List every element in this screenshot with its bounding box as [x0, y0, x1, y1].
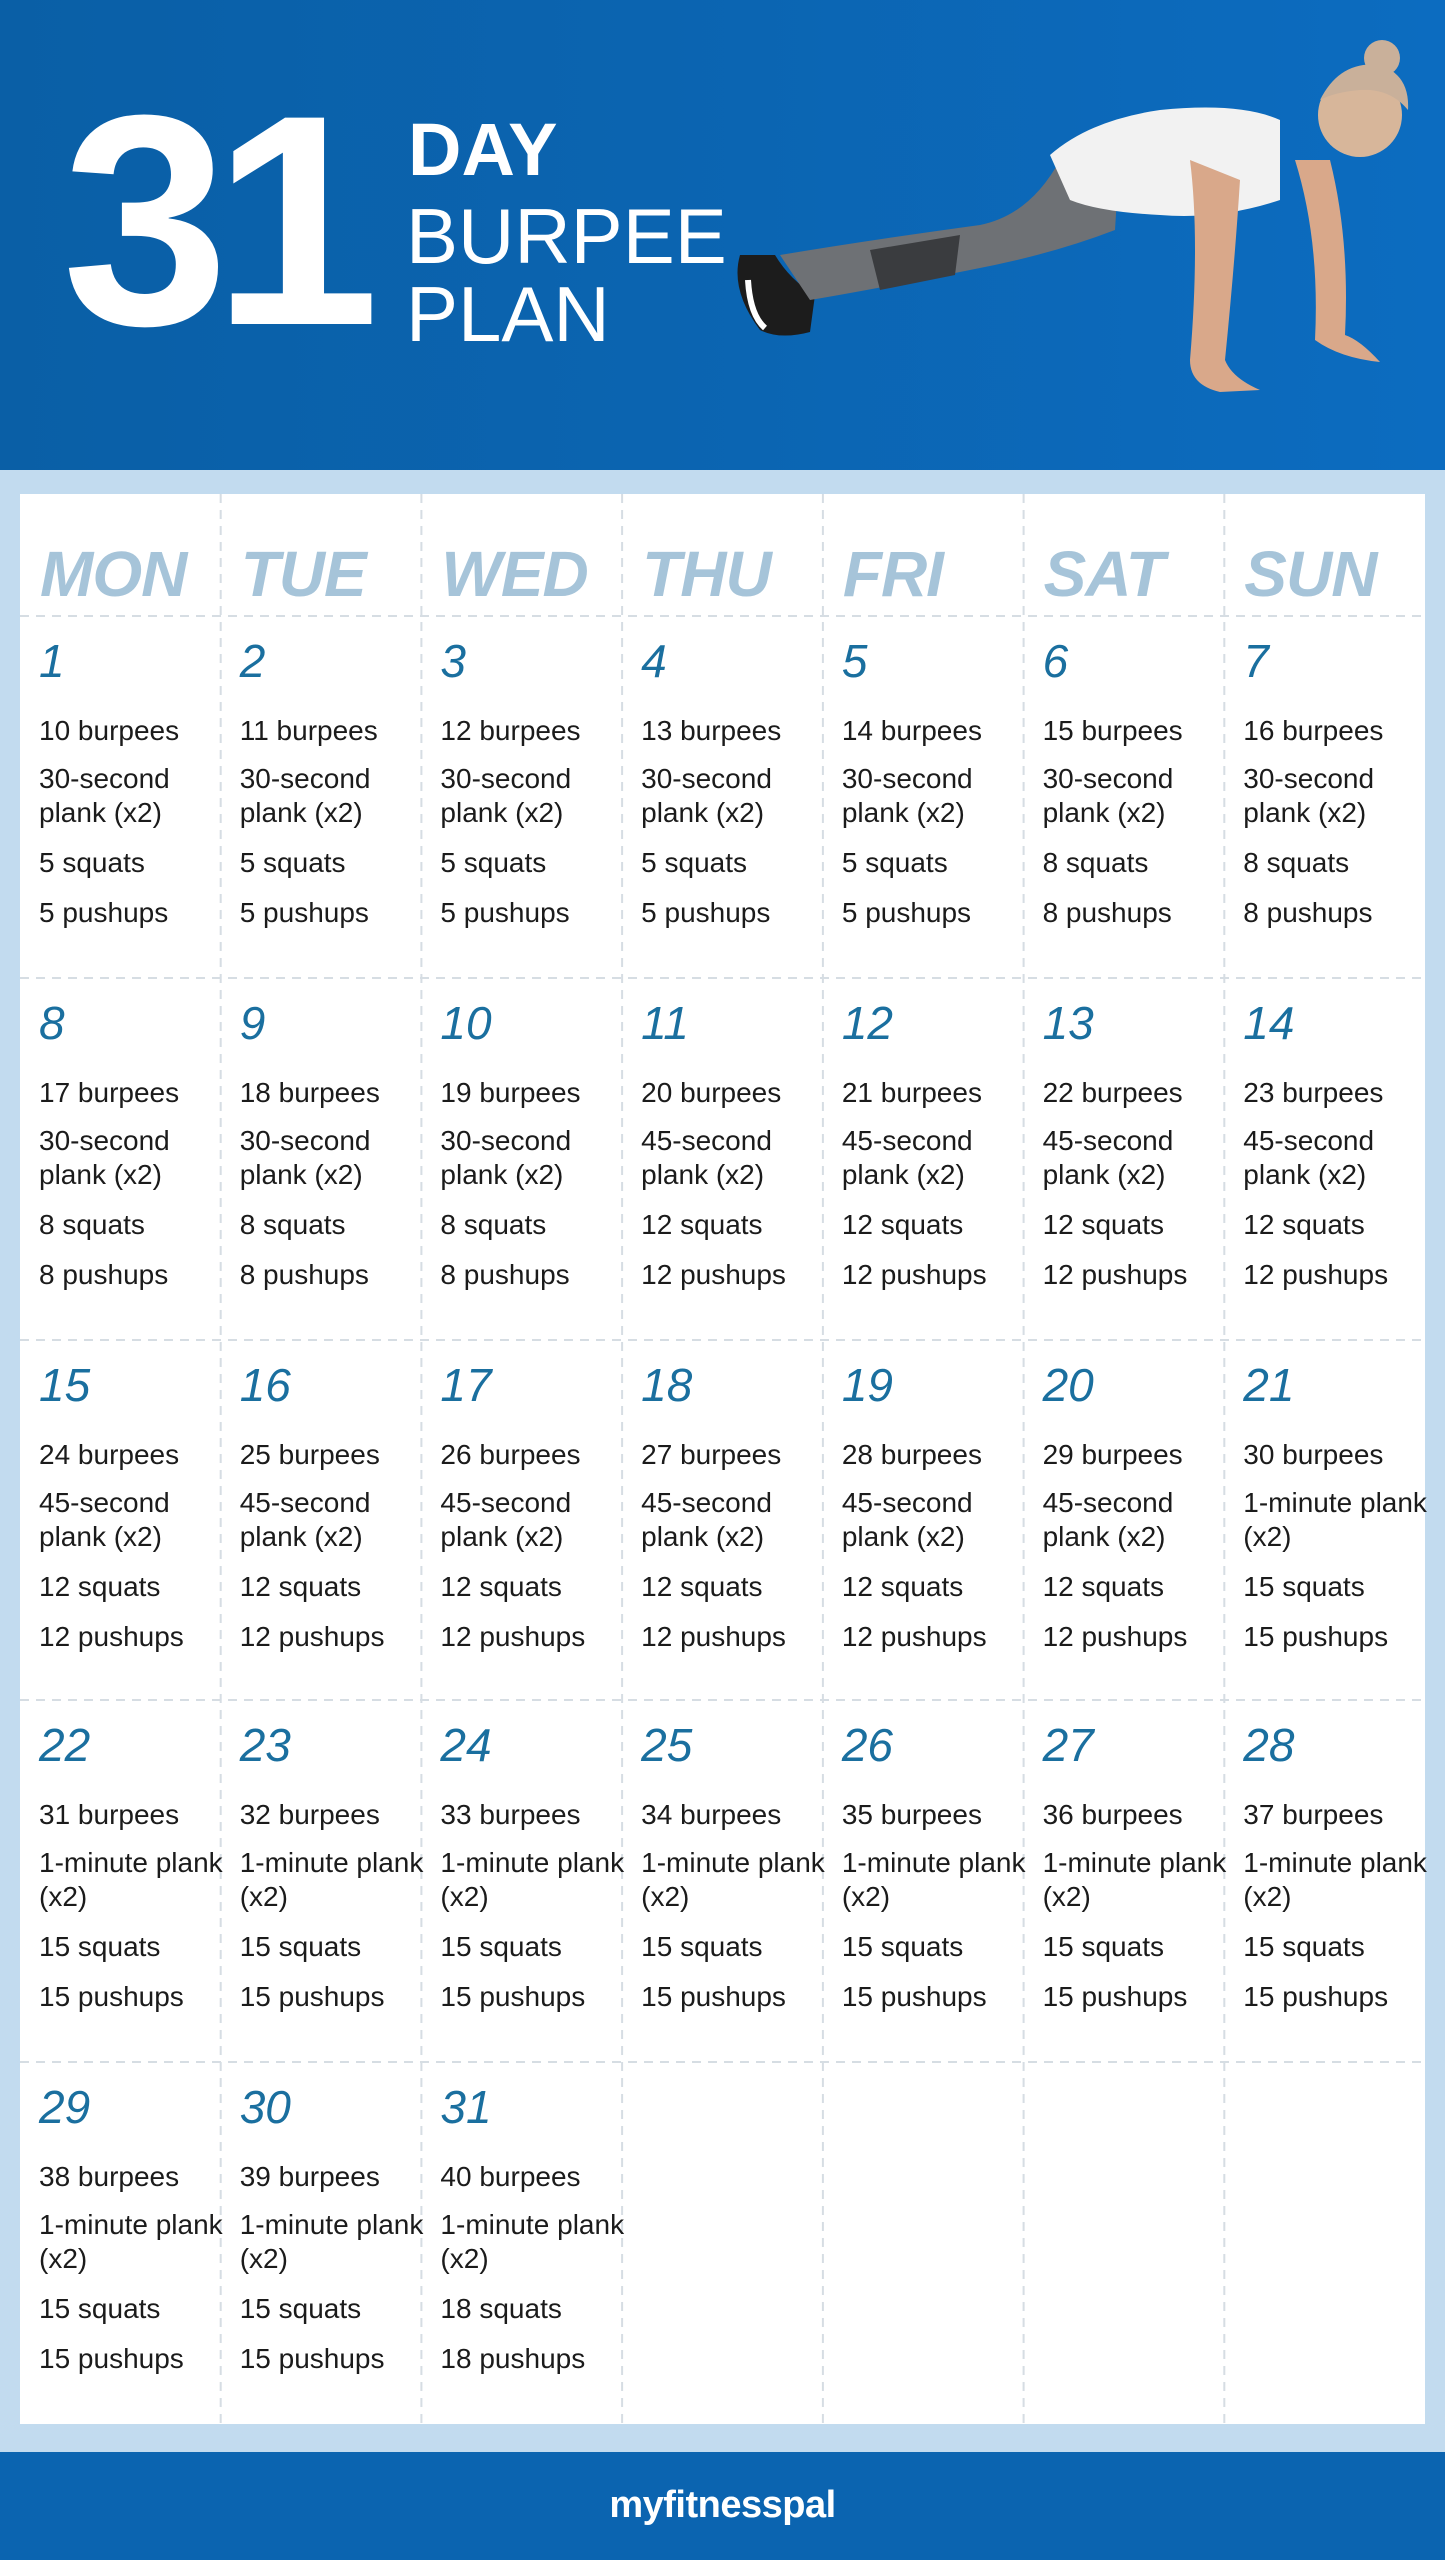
burpees-count: 30 burpees	[1243, 1439, 1384, 1470]
day-number: 8	[39, 997, 65, 1049]
plank-duration: 30-second plank (x2)	[39, 763, 170, 828]
squats-count: 15 squats	[1042, 1931, 1164, 1962]
plank-duration: 45-second plank (x2)	[1243, 1125, 1375, 1190]
burpees-count: 11 burpees	[239, 715, 378, 746]
plank-duration: 1-minute plank (x2)	[39, 2209, 223, 2274]
squats-count: 5 squats	[39, 847, 145, 878]
burpees-count: 17 burpees	[39, 1077, 180, 1108]
title-number: 31	[62, 52, 364, 388]
day-cell	[20, 978, 220, 1338]
day-cell	[1024, 616, 1224, 976]
plank-duration: 30-second plank (x2)	[440, 763, 572, 828]
burpees-count: 18 burpees	[239, 1077, 380, 1108]
day-cell	[1024, 1700, 1227, 2060]
day-number: 29	[39, 2081, 91, 2133]
day-cell	[823, 1340, 1023, 1700]
plank-duration: 1-minute plank (x2)	[1243, 1847, 1427, 1912]
burpees-count: 40 burpees	[440, 2161, 581, 2192]
day-cell	[1024, 1340, 1224, 1700]
plank-duration: 30-second plank (x2)	[39, 1125, 170, 1190]
pushups-count: 15 pushups	[239, 2343, 385, 2374]
burpees-count: 35 burpees	[841, 1799, 982, 1830]
day-cell	[20, 1700, 223, 2060]
day-cell	[221, 616, 421, 976]
squats-count: 8 squats	[1243, 847, 1350, 878]
pushups-count: 12 pushups	[239, 1621, 385, 1652]
plank-duration: 30-second plank (x2)	[841, 763, 973, 828]
day-number: 14	[1243, 997, 1295, 1049]
plank-duration: 1-minute plank (x2)	[239, 2209, 424, 2274]
pushups-count: 5 pushups	[641, 897, 771, 928]
weekday-header: THU	[642, 538, 771, 610]
burpees-count: 20 burpees	[641, 1077, 782, 1108]
day-number: 25	[641, 1719, 693, 1771]
burpees-count: 19 burpees	[440, 1077, 581, 1108]
squats-count: 8 squats	[39, 1209, 145, 1240]
day-cell	[421, 978, 621, 1338]
day-number: 24	[440, 1719, 492, 1771]
day-cell	[20, 616, 220, 976]
squats-count: 8 squats	[1042, 847, 1149, 878]
day-cell	[221, 1340, 421, 1700]
plank-duration: 45-second plank (x2)	[1042, 1487, 1174, 1552]
plank-duration: 45-second plank (x2)	[641, 1487, 772, 1552]
day-number: 5	[841, 635, 868, 687]
pushups-count: 12 pushups	[1042, 1621, 1188, 1652]
day-number: 18	[641, 1359, 693, 1411]
pushups-count: 15 pushups	[440, 1981, 586, 2012]
day-cell	[221, 978, 421, 1338]
day-cell	[1224, 1700, 1427, 2060]
burpees-count: 34 burpees	[641, 1799, 782, 1830]
weekday-header: SUN	[1244, 538, 1377, 610]
weekday-header: TUE	[240, 538, 366, 610]
day-cell	[622, 978, 822, 1338]
pushups-count: 12 pushups	[641, 1259, 786, 1290]
squats-count: 15 squats	[39, 1931, 161, 1962]
burpees-count: 24 burpees	[39, 1439, 180, 1470]
weekday-header: MON	[40, 538, 187, 610]
plank-duration: 1-minute plank (x2)	[440, 2209, 625, 2274]
day-number: 21	[1243, 1359, 1295, 1411]
squats-count: 15 squats	[841, 1931, 964, 1962]
day-number: 30	[239, 2081, 291, 2133]
pushups-count: 8 pushups	[1243, 897, 1373, 928]
burpees-count: 39 burpees	[239, 2161, 380, 2192]
squats-count: 18 squats	[440, 2293, 562, 2324]
day-cell	[1224, 616, 1424, 976]
squats-count: 12 squats	[1042, 1209, 1164, 1240]
squats-count: 5 squats	[641, 847, 747, 878]
day-cell	[622, 1700, 825, 2060]
day-number: 15	[39, 1359, 91, 1411]
day-number: 27	[1042, 1719, 1094, 1771]
squats-count: 12 squats	[440, 1571, 562, 1602]
burpees-count: 16 burpees	[1243, 715, 1384, 746]
pushups-count: 12 pushups	[841, 1621, 987, 1652]
day-cell	[20, 1340, 220, 1700]
burpees-count: 12 burpees	[440, 715, 581, 746]
day-number: 19	[841, 1359, 894, 1411]
title-plan: PLAN	[406, 270, 610, 358]
squats-count: 12 squats	[641, 1571, 763, 1602]
squats-count: 12 squats	[841, 1571, 964, 1602]
plank-duration: 1-minute plank (x2)	[440, 1847, 625, 1912]
pushups-count: 8 pushups	[440, 1259, 570, 1290]
squats-count: 12 squats	[641, 1209, 763, 1240]
plank-duration: 30-second plank (x2)	[239, 1125, 371, 1190]
day-cell	[421, 2062, 625, 2422]
plank-duration: 30-second plank (x2)	[440, 1125, 572, 1190]
day-cell	[622, 1340, 822, 1700]
squats-count: 12 squats	[1243, 1209, 1365, 1240]
burpees-count: 22 burpees	[1042, 1077, 1183, 1108]
pushups-count: 5 pushups	[440, 897, 570, 928]
header-banner	[0, 0, 1445, 470]
burpees-count: 25 burpees	[239, 1439, 380, 1470]
squats-count: 15 squats	[39, 2293, 161, 2324]
brand-logo: myfitnesspal	[609, 2484, 836, 2526]
burpees-count: 23 burpees	[1243, 1077, 1384, 1108]
plank-duration: 45-second plank (x2)	[641, 1125, 772, 1190]
day-number: 22	[39, 1719, 91, 1771]
pushups-count: 15 pushups	[641, 1981, 786, 2012]
day-number: 2	[239, 635, 266, 687]
pushups-count: 15 pushups	[841, 1981, 987, 2012]
pushups-count: 5 pushups	[239, 897, 369, 928]
day-cell	[421, 1700, 625, 2060]
squats-count: 5 squats	[841, 847, 948, 878]
day-number: 26	[841, 1719, 894, 1771]
day-number: 20	[1042, 1359, 1094, 1411]
day-cell	[823, 616, 1023, 976]
pushups-count: 15 pushups	[39, 2343, 184, 2374]
day-number: 31	[440, 2081, 492, 2133]
day-number: 28	[1243, 1719, 1295, 1771]
day-number: 3	[440, 635, 467, 687]
squats-count: 12 squats	[239, 1571, 362, 1602]
day-number: 12	[841, 997, 894, 1049]
day-number: 7	[1243, 635, 1269, 687]
day-cell	[20, 2062, 223, 2422]
pushups-count: 15 pushups	[1243, 1621, 1389, 1652]
plank-duration: 1-minute plank (x2)	[841, 1847, 1026, 1912]
weekday-header: WED	[441, 538, 588, 610]
burpees-count: 14 burpees	[841, 715, 982, 746]
plank-duration: 1-minute plank (x2)	[641, 1847, 825, 1912]
day-cell	[823, 1700, 1026, 2060]
plank-duration: 45-second plank (x2)	[1042, 1125, 1174, 1190]
squats-count: 8 squats	[239, 1209, 346, 1240]
weekday-header: FRI	[842, 538, 943, 610]
day-cell	[221, 2062, 424, 2422]
day-cell	[823, 978, 1023, 1338]
pushups-count: 15 pushups	[239, 1981, 385, 2012]
plank-duration: 45-second plank (x2)	[440, 1487, 572, 1552]
burpees-count: 33 burpees	[440, 1799, 581, 1830]
plank-duration: 1-minute plank (x2)	[239, 1847, 424, 1912]
day-cell	[1224, 978, 1424, 1338]
day-cell	[221, 1700, 424, 2060]
title-day: DAY	[408, 108, 558, 191]
pushups-count: 12 pushups	[841, 1259, 987, 1290]
pushups-count: 15 pushups	[1042, 1981, 1188, 2012]
plank-duration: 1-minute plank (x2)	[1042, 1847, 1227, 1912]
squats-count: 15 squats	[1243, 1931, 1365, 1962]
day-number: 16	[239, 1359, 291, 1411]
pushups-count: 8 pushups	[1042, 897, 1172, 928]
pushups-count: 15 pushups	[1243, 1981, 1389, 2012]
plank-duration: 45-second plank (x2)	[39, 1487, 170, 1552]
plank-duration: 30-second plank (x2)	[239, 763, 371, 828]
pushups-count: 15 pushups	[39, 1981, 184, 2012]
title-burpee: BURPEE	[406, 192, 727, 280]
plank-duration: 30-second plank (x2)	[1243, 763, 1375, 828]
burpees-count: 15 burpees	[1042, 715, 1183, 746]
squats-count: 8 squats	[440, 1209, 547, 1240]
day-number: 1	[39, 635, 65, 687]
plank-duration: 1-minute plank (x2)	[39, 1847, 223, 1912]
squats-count: 12 squats	[841, 1209, 964, 1240]
pushups-count: 5 pushups	[841, 897, 972, 928]
burpees-count: 10 burpees	[39, 715, 180, 746]
pushups-count: 5 pushups	[39, 897, 169, 928]
day-number: 17	[440, 1359, 492, 1411]
footer-bar	[0, 2452, 1445, 2560]
day-cell	[1024, 978, 1224, 1338]
day-cell	[622, 616, 822, 976]
pushups-count: 12 pushups	[641, 1621, 786, 1652]
day-cell	[1224, 1340, 1427, 1700]
squats-count: 15 squats	[1243, 1571, 1365, 1602]
burpees-count: 26 burpees	[440, 1439, 581, 1470]
day-cell	[421, 616, 621, 976]
burpees-count: 31 burpees	[39, 1799, 180, 1830]
burpees-count: 38 burpees	[39, 2161, 180, 2192]
burpees-count: 13 burpees	[641, 715, 782, 746]
day-number: 10	[440, 997, 492, 1049]
plank-duration: 1-minute plank (x2)	[1243, 1487, 1427, 1552]
burpees-count: 36 burpees	[1042, 1799, 1183, 1830]
burpees-count: 28 burpees	[841, 1439, 982, 1470]
pushups-count: 18 pushups	[440, 2343, 586, 2374]
day-number: 13	[1042, 997, 1094, 1049]
pushups-count: 12 pushups	[1042, 1259, 1188, 1290]
pushups-count: 12 pushups	[440, 1621, 586, 1652]
plank-duration: 45-second plank (x2)	[841, 1487, 973, 1552]
burpees-count: 21 burpees	[841, 1077, 982, 1108]
plank-duration: 45-second plank (x2)	[239, 1487, 371, 1552]
burpees-count: 29 burpees	[1042, 1439, 1183, 1470]
burpees-count: 27 burpees	[641, 1439, 782, 1470]
weekday-header: SAT	[1043, 538, 1164, 610]
plank-duration: 30-second plank (x2)	[1042, 763, 1174, 828]
squats-count: 5 squats	[440, 847, 547, 878]
squats-count: 5 squats	[239, 847, 346, 878]
squats-count: 15 squats	[440, 1931, 562, 1962]
calendar-grid	[20, 494, 1425, 2424]
plank-duration: 45-second plank (x2)	[841, 1125, 973, 1190]
plank-duration: 30-second plank (x2)	[641, 763, 772, 828]
squats-count: 15 squats	[239, 1931, 362, 1962]
burpees-count: 37 burpees	[1243, 1799, 1384, 1830]
squats-count: 12 squats	[39, 1571, 161, 1602]
squats-count: 15 squats	[641, 1931, 763, 1962]
pushups-count: 8 pushups	[239, 1259, 369, 1290]
squats-count: 15 squats	[239, 2293, 362, 2324]
day-number: 23	[239, 1719, 291, 1771]
day-number: 6	[1042, 635, 1069, 687]
pushups-count: 12 pushups	[39, 1621, 184, 1652]
burpees-count: 32 burpees	[239, 1799, 380, 1830]
pushups-count: 8 pushups	[39, 1259, 169, 1290]
day-number: 9	[239, 997, 266, 1049]
squats-count: 12 squats	[1042, 1571, 1164, 1602]
day-cell	[421, 1340, 621, 1700]
day-number: 11	[641, 997, 689, 1049]
pushups-count: 12 pushups	[1243, 1259, 1389, 1290]
athlete-plank-illustration	[720, 40, 1420, 440]
day-number: 4	[641, 635, 667, 687]
